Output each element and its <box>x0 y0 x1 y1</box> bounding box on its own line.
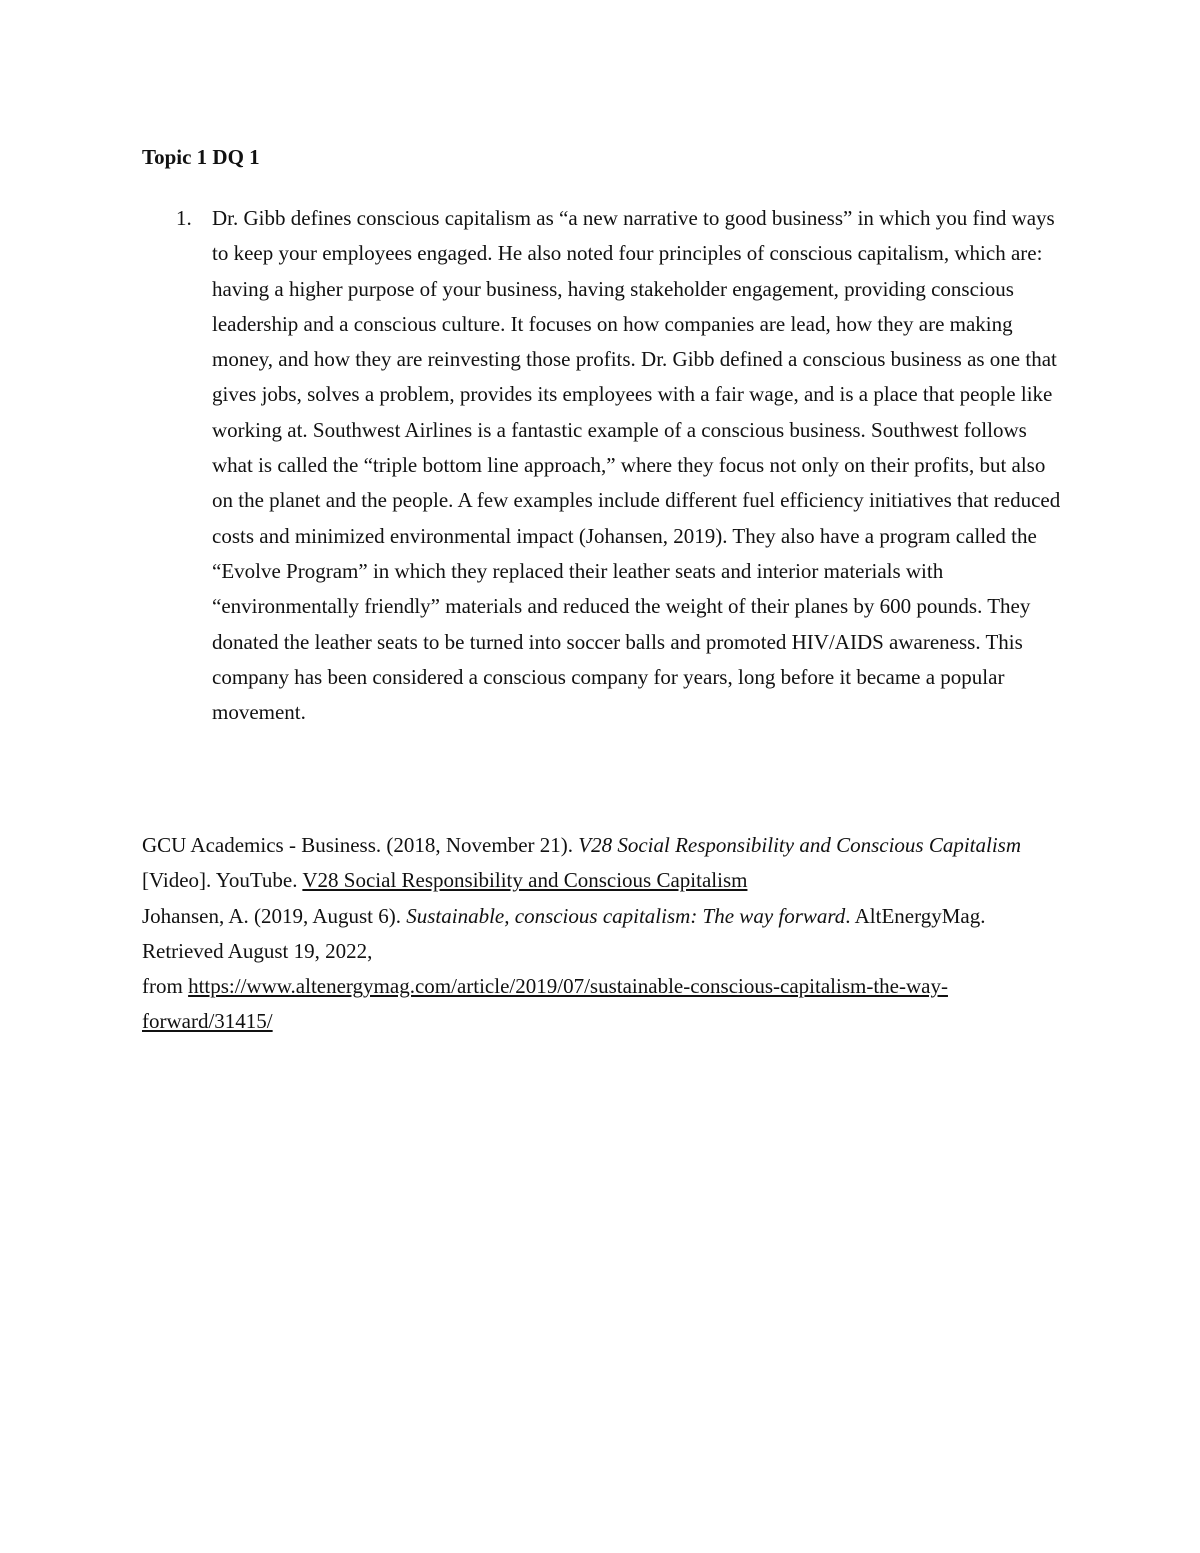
list-item-number: 1. <box>176 206 192 230</box>
reference-gcu-title: V28 Social Responsibility and Conscious Capitalism <box>578 833 1022 857</box>
reference-johansen <box>142 899 1062 1040</box>
reference-johansen-author: Johansen, A. (2019, August 6). <box>142 903 407 928</box>
answer-paragraph: Dr. Gibb defines conscious capitalism as “a new narrative to good business” in which you find ways to keep your employees engaged. He also noted four principles of conscious capitalism, which are: having a higher purpose of your business, having stakeholder engagement, providing conscious leadership and a conscious culture. It focuses on how companies are lead, how they are making money, and how they are reinvesting those profits. Dr. Gibb defined a conscious business as one that gives jobs, solves a problem, provides its employees with a fair wage, and is a place that people like working at. Southwest Airlines is a fantastic example of a conscious business. Southwest follows what is called the “triple bottom line approach,” where they focus not only on their profits, but also on the planet and the people. A few examples include different fuel efficiency initiatives that reduced costs and minimized environmental impact (Johansen, 2019). They also have a program called the “Evolve Program” in which they replaced their leather seats and interior materials with “environmentally friendly” materials and reduced the weight of their planes by 600 pounds. They donated the leather seats to be turned into soccer balls and promoted HIV/AIDS awareness. This company has been considered a conscious company for years, long before it became a popular movement. <box>212 206 1061 725</box>
reference-johansen-source: . AltEnergyMag. Retrieved August 19, 2022, <box>142 903 986 963</box>
reference-gcu-author: GCU Academics - Business. (2018, November 21). <box>142 833 579 857</box>
reference-gcu-source: [Video]. YouTube. <box>142 868 303 893</box>
answer-list <box>142 201 1062 730</box>
references-section <box>142 828 1062 1040</box>
list-item <box>142 201 1062 730</box>
reference-johansen-url-link[interactable]: https://www.altenergymag.com/article/2019/07/sustainable-conscious-capitalism-the-way-forward/31415/ <box>142 974 948 1034</box>
reference-johansen-from: from <box>142 974 189 999</box>
reference-gcu-link[interactable]: V28 Social Responsibility and Conscious Capitalism <box>302 868 748 893</box>
reference-gcu <box>142 828 1062 899</box>
reference-johansen-title: Sustainable, conscious capitalism: The way forward <box>406 903 846 928</box>
document-title: Topic 1 DQ 1 <box>142 145 260 169</box>
